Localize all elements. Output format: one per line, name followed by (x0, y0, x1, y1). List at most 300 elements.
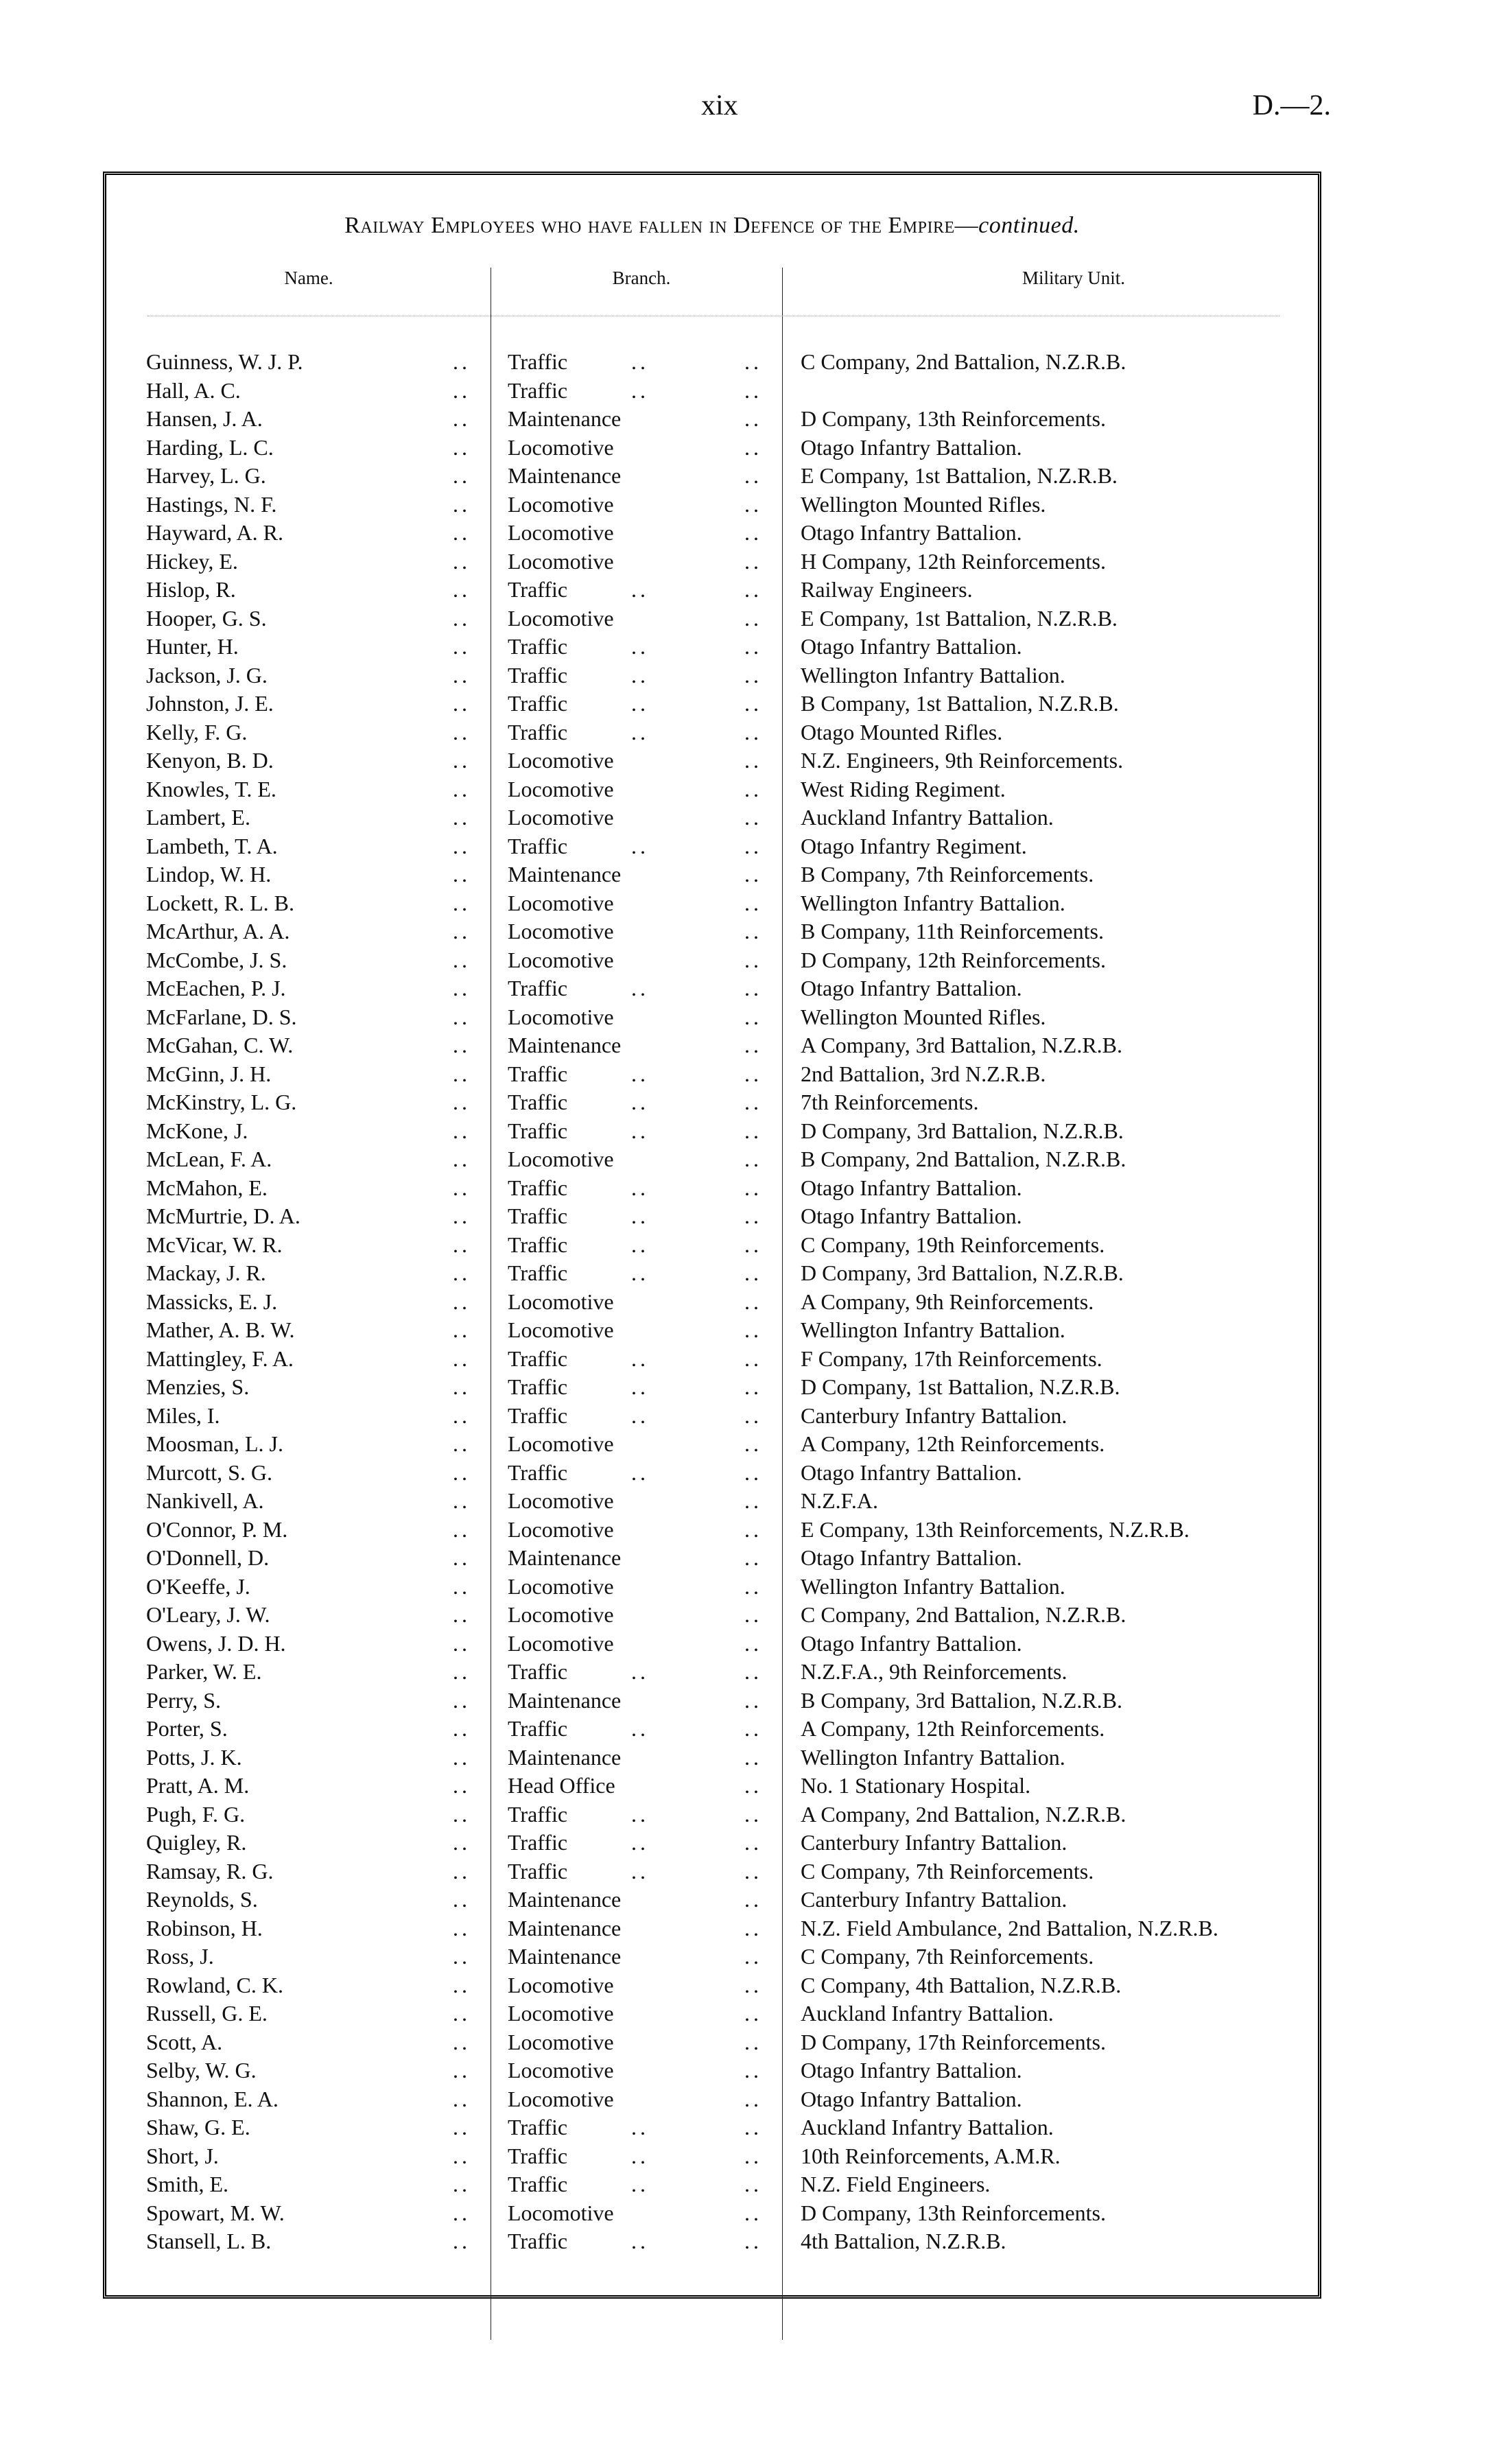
table-row (106, 1145, 1318, 1174)
table-row (106, 491, 1318, 519)
employee-name: Jackson, J. G. (146, 662, 268, 688)
table-row (106, 1914, 1318, 1943)
leader-dots: .. (453, 1659, 471, 1684)
employee-name: McGinn, J. H. (146, 1061, 272, 1086)
employee-name: McMahon, E. (146, 1175, 268, 1200)
column-headers (106, 268, 1318, 309)
leader-dots: .. (453, 1602, 471, 1627)
military-unit: Otago Infantry Battalion. (801, 1545, 1022, 1570)
military-unit: Otago Infantry Regiment. (801, 833, 1027, 858)
table-row (106, 1544, 1318, 1573)
page-header (0, 89, 1499, 130)
leader-dots: .. (453, 1147, 471, 1171)
leader-dots: .. (744, 890, 762, 915)
military-unit: Wellington Mounted Rifles. (801, 491, 1046, 517)
branch: Traffic (508, 719, 568, 744)
leader-dots: .. (631, 2229, 649, 2253)
branch: Traffic (508, 2229, 568, 2253)
branch: Locomotive (508, 805, 614, 830)
leader-dots: .. (453, 1573, 471, 1599)
table-row (106, 1288, 1318, 1317)
employee-name: McArthur, A. A. (146, 919, 290, 943)
table-row (106, 576, 1318, 605)
branch: Traffic (508, 2172, 568, 2196)
leader-dots: .. (744, 434, 762, 460)
table-row (106, 1886, 1318, 1914)
table-row (106, 2199, 1318, 2228)
employee-name: Johnston, J. E. (146, 691, 274, 716)
leader-dots: .. (631, 349, 649, 374)
leader-dots: .. (453, 349, 471, 374)
military-unit: A Company, 2nd Battalion, N.Z.R.B. (801, 1801, 1126, 1827)
leader-dots: .. (631, 2143, 649, 2168)
employee-name: Potts, J. K. (146, 1744, 242, 1770)
table-row (106, 1573, 1318, 1601)
leader-dots: .. (453, 1374, 471, 1399)
military-unit: D Company, 13th Reinforcements. (801, 406, 1106, 431)
leader-dots: .. (631, 662, 649, 688)
employee-name: Owens, J. D. H. (146, 1630, 286, 1656)
table-row (106, 1316, 1318, 1345)
leader-dots: .. (631, 1204, 649, 1228)
leader-dots: .. (744, 1887, 762, 1912)
military-unit: Canterbury Infantry Battalion. (801, 1887, 1067, 1912)
branch: Maintenance (508, 406, 622, 431)
leader-dots: .. (744, 2058, 762, 2082)
leader-dots: .. (453, 2058, 471, 2082)
military-unit: Auckland Infantry Battalion. (801, 2001, 1054, 2026)
military-unit: C Company, 7th Reinforcements. (801, 1858, 1094, 1884)
leader-dots: .. (744, 1858, 762, 1884)
leader-dots: .. (453, 1858, 471, 1884)
leader-dots: .. (453, 1317, 471, 1342)
military-unit: B Company, 1st Battalion, N.Z.R.B. (801, 691, 1119, 716)
employee-name: McMurtrie, D. A. (146, 1204, 300, 1228)
military-unit: D Company, 1st Battalion, N.Z.R.B. (801, 1374, 1120, 1399)
leader-dots: .. (631, 1061, 649, 1086)
military-unit: C Company, 4th Battalion, N.Z.R.B. (801, 1972, 1122, 1997)
branch: Maintenance (508, 463, 622, 488)
military-unit: Otago Infantry Battalion. (801, 1459, 1022, 1485)
military-unit: Railway Engineers. (801, 577, 973, 602)
leader-dots: .. (453, 1033, 471, 1057)
leader-dots: .. (744, 691, 762, 716)
leader-dots: .. (453, 805, 471, 830)
employee-name: Menzies, S. (146, 1374, 250, 1399)
branch: Locomotive (508, 1147, 614, 1171)
employee-name: Spowart, M. W. (146, 2200, 285, 2225)
employee-name: Reynolds, S. (146, 1887, 258, 1912)
table-row (106, 1857, 1318, 1886)
leader-dots: .. (453, 662, 471, 688)
military-unit: B Company, 11th Reinforcements. (801, 919, 1104, 943)
leader-dots: .. (744, 1033, 762, 1057)
leader-dots: .. (744, 2086, 762, 2111)
leader-dots: .. (453, 2086, 471, 2111)
column-header-branch: Branch. (612, 268, 671, 288)
leader-dots: .. (744, 1801, 762, 1827)
employee-name: O'Donnell, D. (146, 1545, 270, 1570)
employee-name: McKinstry, L. G. (146, 1090, 297, 1114)
table-row (106, 775, 1318, 804)
employee-name: O'Keeffe, J. (146, 1573, 250, 1599)
branch: Locomotive (508, 1602, 614, 1627)
table-row (106, 1373, 1318, 1402)
military-unit: C Company, 2nd Battalion, N.Z.R.B. (801, 1602, 1126, 1627)
leader-dots: .. (744, 2229, 762, 2253)
employee-name: McLean, F. A. (146, 1147, 272, 1171)
leader-dots: .. (453, 1403, 471, 1428)
leader-dots: .. (744, 776, 762, 801)
table-row (106, 946, 1318, 975)
military-unit: 7th Reinforcements. (801, 1090, 979, 1114)
employee-name: Hunter, H. (146, 634, 239, 659)
leader-dots: .. (744, 1004, 762, 1029)
military-unit: Otago Infantry Battalion. (801, 1204, 1022, 1228)
leader-dots: .. (744, 463, 762, 488)
employee-name: Perry, S. (146, 1687, 222, 1713)
leader-dots: .. (744, 1431, 762, 1456)
leader-dots: .. (631, 377, 649, 403)
table-row (106, 2085, 1318, 2114)
document-reference: D.—2. (1252, 90, 1331, 121)
leader-dots: .. (453, 1090, 471, 1114)
military-unit: D Company, 3rd Battalion, N.Z.R.B. (801, 1118, 1124, 1143)
table-row (106, 1829, 1318, 1857)
employee-name: O'Connor, P. M. (146, 1516, 288, 1542)
employee-name: Ramsay, R. G. (146, 1858, 274, 1884)
leader-dots: .. (453, 2172, 471, 2196)
military-unit: B Company, 7th Reinforcements. (801, 862, 1094, 887)
military-unit: D Company, 13th Reinforcements. (801, 2200, 1106, 2225)
leader-dots: .. (744, 919, 762, 943)
branch: Traffic (508, 1090, 568, 1114)
leader-dots: .. (453, 2229, 471, 2253)
leader-dots: .. (631, 833, 649, 858)
leader-dots: .. (744, 1118, 762, 1143)
leader-dots: .. (453, 605, 471, 631)
leader-dots: .. (453, 1687, 471, 1713)
branch: Traffic (508, 577, 568, 602)
leader-dots: .. (744, 1573, 762, 1599)
employee-name: McFarlane, D. S. (146, 1004, 297, 1029)
military-unit: Otago Mounted Rifles. (801, 719, 1003, 744)
leader-dots: .. (453, 1915, 471, 1940)
table-row (106, 860, 1318, 889)
table-row (106, 1744, 1318, 1772)
employee-name: Kenyon, B. D. (146, 748, 274, 773)
branch: Locomotive (508, 2058, 614, 2082)
leader-dots: .. (453, 1630, 471, 1656)
table-row (106, 2142, 1318, 2171)
branch: Traffic (508, 1118, 568, 1143)
leader-dots: .. (744, 1630, 762, 1656)
employee-name: Russell, G. E. (146, 2001, 268, 2026)
employee-name: Nankivell, A. (146, 1488, 264, 1513)
leader-dots: .. (453, 947, 471, 972)
branch: Locomotive (508, 434, 614, 460)
leader-dots: .. (453, 434, 471, 460)
branch: Traffic (508, 377, 568, 403)
leader-dots: .. (744, 1659, 762, 1684)
leader-dots: .. (744, 1944, 762, 1969)
leader-dots: .. (744, 719, 762, 744)
branch: Traffic (508, 634, 568, 659)
branch: Maintenance (508, 1033, 622, 1057)
military-unit: C Company, 7th Reinforcements. (801, 1944, 1094, 1969)
table-row (106, 832, 1318, 861)
table-row (106, 1088, 1318, 1117)
table-title (106, 213, 1318, 239)
employee-name: Scott, A. (146, 2029, 223, 2054)
leader-dots: .. (631, 691, 649, 716)
leader-dots: .. (744, 634, 762, 659)
table-row (106, 718, 1318, 747)
leader-dots: .. (453, 1289, 471, 1314)
leader-dots: .. (631, 1716, 649, 1741)
table-row (106, 1402, 1318, 1431)
table-row (106, 1971, 1318, 2000)
leader-dots: .. (744, 833, 762, 858)
page-number: xix (701, 90, 738, 121)
branch: Traffic (508, 1403, 568, 1428)
table-row (106, 2028, 1318, 2057)
employee-name: Mackay, J. R. (146, 1260, 266, 1285)
employee-name: Ross, J. (146, 1944, 214, 1969)
leader-dots: .. (744, 2200, 762, 2225)
leader-dots: .. (744, 1289, 762, 1314)
leader-dots: .. (453, 1431, 471, 1456)
leader-dots: .. (744, 1204, 762, 1228)
employee-name: Shannon, E. A. (146, 2086, 279, 2111)
leader-dots: .. (744, 1147, 762, 1171)
branch: Locomotive (508, 2001, 614, 2026)
leader-dots: .. (744, 1459, 762, 1485)
branch: Locomotive (508, 605, 614, 631)
leader-dots: .. (453, 748, 471, 773)
branch: Maintenance (508, 1687, 622, 1713)
table-row (106, 1174, 1318, 1203)
branch: Traffic (508, 1801, 568, 1827)
leader-dots: .. (453, 1346, 471, 1371)
leader-dots: .. (631, 1858, 649, 1884)
leader-dots: .. (453, 1204, 471, 1228)
table-body (106, 348, 1318, 2256)
leader-dots: .. (453, 890, 471, 915)
branch: Traffic (508, 2115, 568, 2139)
table-row (106, 1715, 1318, 1744)
branch: Maintenance (508, 1887, 622, 1912)
leader-dots: .. (744, 805, 762, 830)
branch: Traffic (508, 1858, 568, 1884)
table-row (106, 1003, 1318, 1032)
leader-dots: .. (453, 862, 471, 887)
military-unit: 4th Battalion, N.Z.R.B. (801, 2229, 1006, 2253)
table-row (106, 377, 1318, 406)
branch: Locomotive (508, 548, 614, 574)
leader-dots: .. (631, 1346, 649, 1371)
military-unit: Otago Infantry Battalion. (801, 634, 1022, 659)
employee-name: McKone, J. (146, 1118, 248, 1143)
table-row (106, 462, 1318, 491)
leader-dots: .. (744, 947, 762, 972)
branch: Traffic (508, 1232, 568, 1257)
employee-name: McGahan, C. W. (146, 1033, 294, 1057)
table-row (106, 2227, 1318, 2256)
branch: Traffic (508, 1346, 568, 1371)
leader-dots: .. (453, 548, 471, 574)
employee-name: Mather, A. B. W. (146, 1317, 295, 1342)
military-unit: E Company, 1st Battalion, N.Z.R.B. (801, 605, 1118, 631)
leader-dots: .. (631, 1403, 649, 1428)
employee-name: Hall, A. C. (146, 377, 241, 403)
leader-dots: .. (744, 748, 762, 773)
leader-dots: .. (744, 548, 762, 574)
employee-name: Short, J. (146, 2143, 219, 2168)
military-unit: Wellington Infantry Battalion. (801, 1744, 1065, 1770)
table-row (106, 1943, 1318, 1971)
military-unit: No. 1 Stationary Hospital. (801, 1773, 1031, 1798)
leader-dots: .. (453, 1801, 471, 1827)
branch: Traffic (508, 349, 568, 374)
military-unit: 2nd Battalion, 3rd N.Z.R.B. (801, 1061, 1046, 1086)
employee-name: Harding, L. C. (146, 434, 274, 460)
military-unit: C Company, 19th Reinforcements. (801, 1232, 1105, 1257)
leader-dots: .. (453, 1830, 471, 1855)
table-row (106, 1772, 1318, 1800)
leader-dots: .. (744, 1687, 762, 1713)
leader-dots: .. (453, 2115, 471, 2139)
military-unit: Canterbury Infantry Battalion. (801, 1830, 1067, 1855)
employee-name: Pratt, A. M. (146, 1773, 250, 1798)
table-row (106, 1117, 1318, 1146)
leader-dots: .. (631, 1118, 649, 1143)
military-unit: Auckland Infantry Battalion. (801, 2115, 1054, 2139)
leader-dots: .. (631, 577, 649, 602)
branch: Locomotive (508, 520, 614, 545)
military-unit: Wellington Infantry Battalion. (801, 662, 1065, 688)
branch: Locomotive (508, 1516, 614, 1542)
table-row (106, 803, 1318, 832)
employee-name: Hastings, N. F. (146, 491, 277, 517)
military-unit: N.Z. Field Ambulance, 2nd Battalion, N.Z.R.B. (801, 1915, 1218, 1940)
branch: Traffic (508, 1659, 568, 1684)
employee-name: Miles, I. (146, 1403, 220, 1428)
military-unit: West Riding Regiment. (801, 776, 1006, 801)
employee-name: Lindop, W. H. (146, 862, 272, 887)
employee-name: Hansen, J. A. (146, 406, 263, 431)
leader-dots: .. (453, 1545, 471, 1570)
leader-dots: .. (744, 520, 762, 545)
military-unit: D Company, 12th Reinforcements. (801, 947, 1106, 972)
leader-dots: .. (453, 1944, 471, 1969)
employee-name: Lockett, R. L. B. (146, 890, 294, 915)
leader-dots: .. (453, 634, 471, 659)
leader-dots: .. (453, 919, 471, 943)
employee-name: Knowles, T. E. (146, 776, 276, 801)
military-unit: Wellington Mounted Rifles. (801, 1004, 1046, 1029)
military-unit: E Company, 13th Reinforcements, N.Z.R.B. (801, 1516, 1190, 1542)
employee-name: Murcott, S. G. (146, 1459, 272, 1485)
branch: Locomotive (508, 1317, 614, 1342)
military-unit: Wellington Infantry Battalion. (801, 1573, 1065, 1599)
branch: Maintenance (508, 1915, 622, 1940)
table-row (106, 1430, 1318, 1459)
leader-dots: .. (453, 520, 471, 545)
employee-name: Shaw, G. E. (146, 2115, 250, 2139)
table-row (106, 661, 1318, 690)
column-header-name: Name. (284, 268, 333, 288)
leader-dots: .. (744, 406, 762, 431)
table-row (106, 1345, 1318, 1374)
leader-dots: .. (453, 1260, 471, 1285)
employee-name: Robinson, H. (146, 1915, 263, 1940)
employee-name: O'Leary, J. W. (146, 1602, 270, 1627)
branch: Locomotive (508, 1488, 614, 1513)
military-unit: A Company, 9th Reinforcements. (801, 1289, 1094, 1314)
leader-dots: .. (744, 1915, 762, 1940)
table-row (106, 633, 1318, 661)
table-row (106, 1231, 1318, 1260)
leader-dots: .. (744, 1175, 762, 1200)
table-title-continued: continued. (978, 213, 1080, 238)
leader-dots: .. (744, 1744, 762, 1770)
leader-dots: .. (453, 406, 471, 431)
branch: Locomotive (508, 748, 614, 773)
leader-dots: .. (744, 1488, 762, 1513)
military-unit: N.Z.F.A., 9th Reinforcements. (801, 1659, 1067, 1684)
leader-dots: .. (744, 1061, 762, 1086)
leader-dots: .. (453, 2143, 471, 2168)
leader-dots: .. (453, 1061, 471, 1086)
leader-dots: .. (631, 1260, 649, 1285)
table-row (106, 747, 1318, 775)
table-row (106, 1999, 1318, 2028)
leader-dots: .. (453, 1118, 471, 1143)
leader-dots: .. (453, 1232, 471, 1257)
leader-dots: .. (744, 1773, 762, 1798)
military-unit: Otago Infantry Battalion. (801, 2058, 1022, 2082)
leader-dots: .. (744, 2001, 762, 2026)
military-unit: Otago Infantry Battalion. (801, 976, 1022, 1000)
military-unit: E Company, 1st Battalion, N.Z.R.B. (801, 463, 1118, 488)
leader-dots: .. (631, 719, 649, 744)
branch: Locomotive (508, 1630, 614, 1656)
branch: Traffic (508, 1459, 568, 1485)
table-row (106, 1800, 1318, 1829)
military-unit: D Company, 3rd Battalion, N.Z.R.B. (801, 1260, 1124, 1285)
leader-dots: .. (744, 662, 762, 688)
employee-name: Pugh, F. G. (146, 1801, 246, 1827)
leader-dots: .. (744, 1374, 762, 1399)
leader-dots: .. (744, 605, 762, 631)
table-row (106, 974, 1318, 1003)
leader-dots: .. (744, 2115, 762, 2139)
leader-dots: .. (453, 577, 471, 602)
employee-name: Selby, W. G. (146, 2058, 257, 2082)
branch: Locomotive (508, 947, 614, 972)
leader-dots: .. (453, 377, 471, 403)
employee-name: Massicks, E. J. (146, 1289, 278, 1314)
leader-dots: .. (744, 2143, 762, 2168)
military-unit: A Company, 12th Reinforcements. (801, 1431, 1105, 1456)
employee-name: Porter, S. (146, 1716, 228, 1741)
leader-dots: .. (744, 1260, 762, 1285)
employee-name: Guinness, W. J. P. (146, 349, 303, 374)
leader-dots: .. (631, 1175, 649, 1200)
table-row (106, 1601, 1318, 1630)
branch: Locomotive (508, 1573, 614, 1599)
